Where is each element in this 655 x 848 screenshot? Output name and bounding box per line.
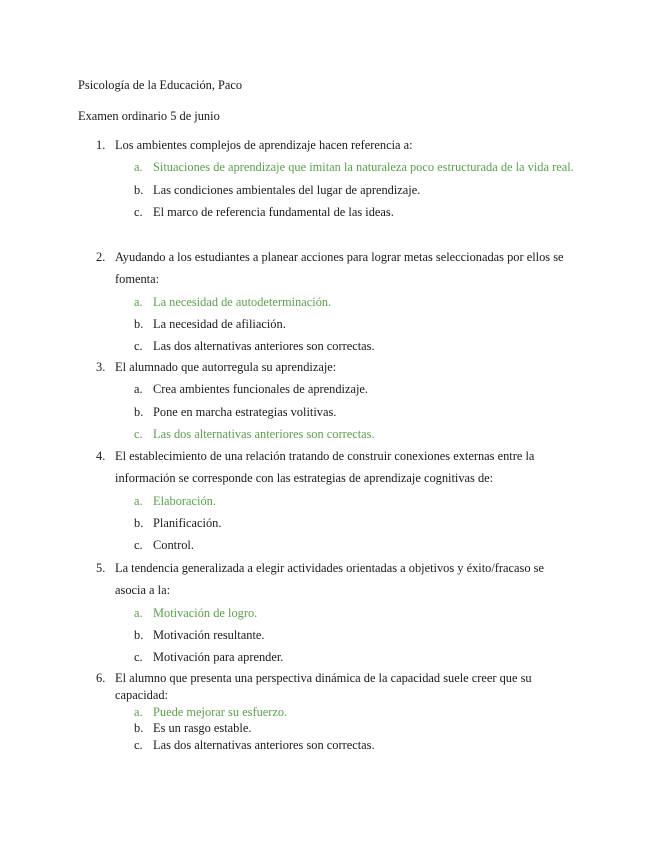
question-5 [96, 557, 576, 668]
option-text: Puede mejorar su esfuerzo. [153, 704, 288, 719]
option-c [96, 423, 576, 445]
option-c [96, 646, 576, 668]
question-3 [96, 356, 576, 445]
option-letter: a. [134, 493, 143, 508]
question-text: Los ambientes complejos de aprendizaje hacen referencia a: [115, 138, 413, 152]
option-text: Las dos alternativas anteriores son correctas. [153, 738, 375, 753]
option-letter: a. [134, 704, 143, 719]
option-text: Crea ambientes funcionales de aprendizaje. [153, 382, 369, 397]
option-text: Elaboración. [153, 493, 216, 508]
option-b [96, 179, 576, 201]
option-letter: c. [134, 650, 143, 665]
option-letter: c. [134, 738, 143, 753]
question-number: 3. [96, 360, 106, 374]
question-text: El establecimiento de una relación tratando de construir conexiones externas entre la información se corresponde con las estrategias de aprendizaje cognitivas de: [115, 449, 535, 486]
option-letter: c. [134, 204, 143, 219]
option-c [96, 534, 576, 556]
option-letter: b. [134, 515, 144, 530]
option-letter: a. [134, 382, 143, 397]
question-number: 4. [96, 449, 106, 463]
question-text: Ayudando a los estudiantes a planear acciones para lograr metas seleccionadas por ellos se fomenta: [115, 250, 564, 287]
option-b [96, 401, 576, 423]
option-a [96, 378, 576, 400]
option-text: Las dos alternativas anteriores son correctas. [153, 426, 375, 441]
option-c [96, 335, 576, 357]
option-a [96, 602, 576, 624]
option-letter: b. [134, 316, 144, 331]
option-letter: c. [134, 339, 143, 354]
option-letter: b. [134, 627, 144, 642]
option-letter: a. [134, 605, 143, 620]
question-text: La tendencia generalizada a elegir actividades orientadas a objetivos y éxito/fracaso se asocia a la: [115, 561, 544, 598]
option-text: Planificación. [153, 515, 222, 530]
question-number: 6. [96, 671, 106, 685]
option-a [96, 156, 576, 178]
option-c [96, 737, 576, 754]
option-a [96, 291, 576, 313]
document-title: Psicología de la Educación, Paco [78, 78, 243, 92]
option-b [96, 313, 576, 335]
option-c [96, 201, 576, 223]
option-letter: b. [134, 182, 144, 197]
question-text: El alumno que presenta una perspectiva dinámica de la capacidad suele creer que su capacidad: [115, 671, 532, 702]
question-1 [96, 134, 576, 223]
option-a [96, 704, 576, 721]
option-letter: b. [134, 404, 144, 419]
question-number: 5. [96, 561, 106, 575]
question-number: 2. [96, 250, 106, 264]
option-text: Es un rasgo estable. [153, 721, 252, 736]
option-letter: c. [134, 538, 143, 553]
option-text: Pone en marcha estrategias volitivas. [153, 404, 337, 419]
option-b [96, 720, 576, 737]
option-text: La necesidad de autodeterminación. [153, 294, 332, 309]
option-text: Motivación resultante. [153, 627, 265, 642]
option-letter: a. [134, 160, 143, 175]
option-a [96, 490, 576, 512]
question-2 [96, 246, 576, 357]
question-number: 1. [96, 138, 106, 152]
option-text: Motivación de logro. [153, 605, 258, 620]
option-text: Situaciones de aprendizaje que imitan la naturaleza poco estructurada de la vida real. [153, 160, 574, 175]
option-text: Las dos alternativas anteriores son correctas. [153, 339, 375, 354]
option-letter: c. [134, 426, 143, 441]
option-b [96, 512, 576, 534]
question-4 [96, 445, 576, 556]
option-text: El marco de referencia fundamental de las ideas. [153, 204, 394, 219]
option-letter: a. [134, 294, 143, 309]
document-subtitle: Examen ordinario 5 de junio [78, 109, 220, 123]
option-text: La necesidad de afiliación. [153, 316, 286, 331]
question-6 [96, 670, 576, 754]
question-text: El alumnado que autorregula su aprendizaje: [115, 360, 337, 374]
option-text: Motivación para aprender. [153, 650, 284, 665]
option-text: Las condiciones ambientales del lugar de aprendizaje. [153, 182, 421, 197]
option-letter: b. [134, 721, 144, 736]
option-text: Control. [153, 538, 194, 553]
option-b [96, 624, 576, 646]
